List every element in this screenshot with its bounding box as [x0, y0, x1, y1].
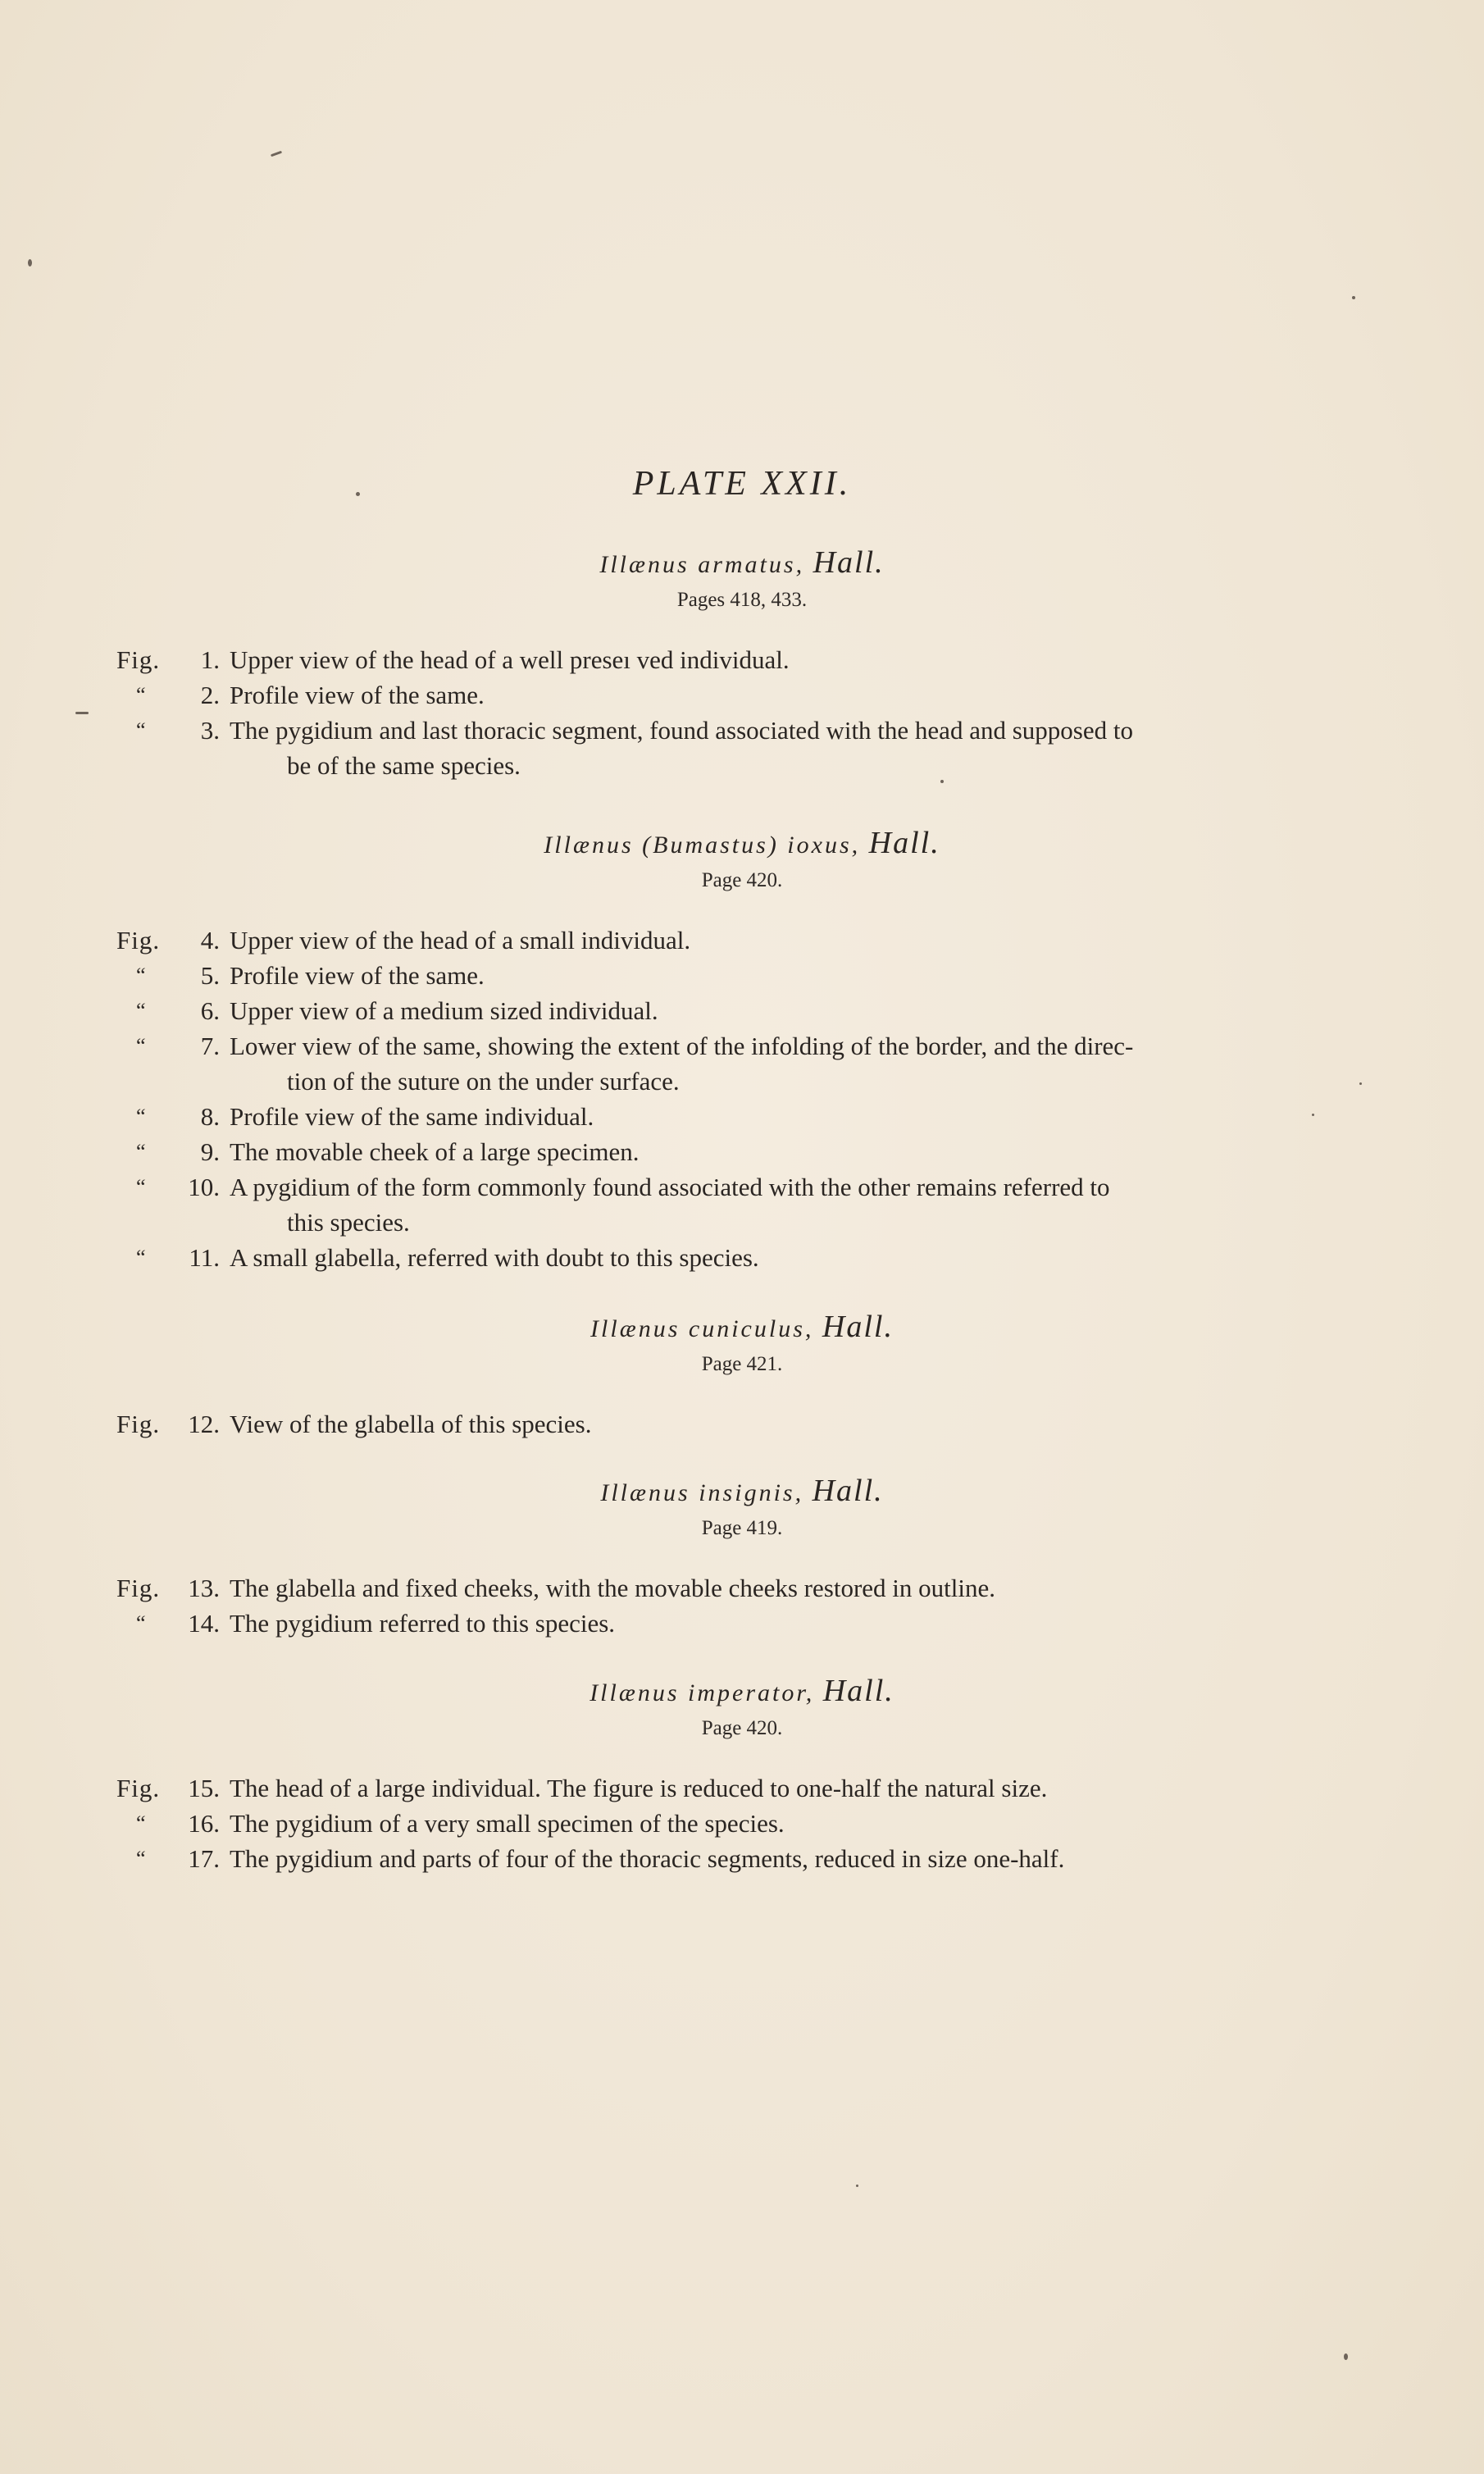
ditto-mark: “ — [136, 1140, 147, 1164]
ditto-mark: “ — [136, 1246, 147, 1269]
figure-entry — [0, 1841, 1484, 1876]
figure-prefix: Fig. — [116, 1774, 161, 1802]
genus-name: Illænus — [544, 832, 634, 859]
figure-caption-line: Lower view of the same, showing the extent of the infolding of the border, and the direc- — [230, 1032, 1134, 1060]
species-author: Hall. — [813, 545, 885, 580]
paper-speck — [1352, 296, 1355, 299]
species-author: Hall. — [868, 826, 940, 860]
figure-list — [0, 1770, 1484, 1876]
species-epithet: armatus, — [689, 551, 813, 578]
genus-name: Illænus — [600, 1479, 690, 1506]
figure-caption-line: A pygidium of the form commonly found associated with the other remains referred to — [230, 1173, 1110, 1201]
ditto-mark: “ — [136, 1611, 147, 1635]
plate-title: PLATE XXII. — [632, 465, 852, 503]
figure-entry — [0, 1099, 1484, 1134]
paper-speck — [940, 780, 944, 783]
figure-entry — [0, 677, 1484, 713]
figure-prefix: Fig. — [116, 926, 161, 955]
figure-number: 10. — [188, 1173, 220, 1201]
figure-entry — [0, 993, 1484, 1028]
figure-caption: The head of a large individual. The figure is reduced to one-half the natural size. — [230, 1774, 1048, 1802]
species-page-ref: Page 420. — [701, 869, 783, 891]
figure-number: 2. — [200, 681, 220, 709]
figure-caption: The glabella and fixed cheeks, with the movable cheeks restored in outline. — [230, 1574, 995, 1602]
species-name — [0, 1473, 1484, 1511]
figure-caption: Profile view of the same. — [230, 681, 485, 709]
figure-entry — [0, 923, 1484, 958]
figure-caption: A small glabella, referred with doubt to this species. — [230, 1243, 759, 1272]
figure-caption: The pygidium of a very small specimen of the species. — [230, 1809, 785, 1838]
species-epithet: (Bumastus) ioxus, — [633, 832, 869, 859]
ditto-mark: “ — [136, 1811, 147, 1835]
figure-caption: Upper view of a medium sized individual. — [230, 996, 658, 1025]
ditto-mark: “ — [136, 1175, 147, 1199]
figure-number: 15. — [188, 1774, 220, 1802]
figure-number: 7. — [200, 1032, 220, 1060]
paper-speck — [271, 151, 282, 157]
figure-number: 6. — [200, 996, 220, 1025]
species-page-ref: Page 421. — [701, 1353, 783, 1375]
figure-caption: Upper view of the head of a small individual. — [230, 926, 691, 955]
figure-number: 17. — [188, 1844, 220, 1873]
figure-entry — [0, 1028, 1484, 1099]
species-section-cuniculus — [0, 1309, 1484, 1442]
species-author: Hall. — [822, 1674, 894, 1708]
figure-caption: The pygidium referred to this species. — [230, 1609, 616, 1638]
figure-entry — [0, 1406, 1484, 1442]
figure-number: 11. — [189, 1243, 220, 1272]
paper-speck — [75, 712, 89, 714]
genus-name: Illænus — [590, 1315, 681, 1342]
species-name — [0, 825, 1484, 863]
figure-prefix: Fig. — [116, 1410, 161, 1438]
figure-caption-continuation: tion of the suture on the under surface. — [287, 1067, 680, 1096]
species-author: Hall. — [812, 1474, 884, 1508]
figure-number: 8. — [200, 1102, 220, 1131]
figure-number: 9. — [200, 1137, 220, 1166]
figure-number: 3. — [200, 716, 220, 745]
species-name — [0, 1309, 1484, 1347]
paper-speck — [356, 492, 360, 496]
genus-name: Illænus — [590, 1679, 680, 1706]
figure-entry — [0, 1134, 1484, 1169]
figure-caption: Profile view of the same. — [230, 961, 485, 990]
ditto-mark: “ — [136, 1847, 147, 1870]
ditto-mark: “ — [136, 999, 147, 1023]
figure-caption: The movable cheek of a large specimen. — [230, 1137, 640, 1166]
species-section-insignis — [0, 1473, 1484, 1641]
figure-number: 14. — [188, 1609, 220, 1638]
species-epithet: cuniculus, — [680, 1315, 822, 1342]
species-page-ref: Page 420. — [701, 1717, 783, 1739]
figure-caption: The pygidium and parts of four of the thoracic segments, reduced in size one-half. — [230, 1844, 1065, 1873]
species-section-armatus — [0, 544, 1484, 783]
figure-number: 13. — [188, 1574, 220, 1602]
species-section-ioxus — [0, 825, 1484, 1275]
figure-entry — [0, 713, 1484, 783]
ditto-mark: “ — [136, 718, 147, 742]
species-page-ref: Pages 418, 433. — [676, 589, 808, 611]
figure-number: 1. — [200, 645, 220, 674]
figure-caption-line: The pygidium and last thoracic segment, found associated with the head and supposed to — [230, 716, 1133, 745]
paper-speck — [1344, 2353, 1348, 2360]
figure-caption: View of the glabella of this species. — [230, 1410, 592, 1438]
figure-entry — [0, 1806, 1484, 1841]
species-name — [0, 544, 1484, 583]
ditto-mark: “ — [136, 964, 147, 987]
genus-name: Illænus — [599, 551, 690, 578]
figure-prefix: Fig. — [116, 1574, 161, 1602]
species-epithet: imperator, — [679, 1679, 823, 1706]
figure-entry — [0, 1570, 1484, 1606]
figure-entry — [0, 642, 1484, 677]
figure-caption — [230, 1169, 1353, 1240]
paper-speck — [1359, 1082, 1362, 1085]
figure-caption-continuation: this species. — [287, 1208, 410, 1237]
figure-caption: Profile view of the same individual. — [230, 1102, 594, 1131]
figure-entry — [0, 1770, 1484, 1806]
figure-caption — [230, 1028, 1353, 1099]
species-page-ref: Page 419. — [701, 1517, 783, 1539]
figure-entry — [0, 958, 1484, 993]
figure-list — [0, 642, 1484, 783]
paper-speck — [28, 259, 32, 267]
figure-number: 12. — [188, 1410, 220, 1438]
ditto-mark: “ — [136, 1105, 147, 1128]
figure-list — [0, 923, 1484, 1275]
paper-speck — [1312, 1114, 1314, 1116]
figure-list — [0, 1406, 1484, 1442]
paper-speck — [856, 2185, 858, 2187]
figure-caption-continuation: be of the same species. — [287, 751, 521, 780]
species-section-imperator — [0, 1673, 1484, 1876]
species-epithet: insignis, — [690, 1479, 813, 1506]
figure-entry — [0, 1606, 1484, 1641]
species-author: Hall. — [822, 1310, 894, 1344]
figure-caption: Upper view of the head of a well preseı ved individual. — [230, 645, 790, 674]
ditto-mark: “ — [136, 1034, 147, 1058]
figure-number: 4. — [200, 926, 220, 955]
figure-prefix: Fig. — [116, 645, 161, 674]
figure-entry — [0, 1169, 1484, 1240]
figure-caption — [230, 713, 1353, 783]
ditto-mark: “ — [136, 683, 147, 707]
figure-list — [0, 1570, 1484, 1641]
species-name — [0, 1673, 1484, 1711]
figure-number: 16. — [188, 1809, 220, 1838]
figure-number: 5. — [200, 961, 220, 990]
figure-entry — [0, 1240, 1484, 1275]
